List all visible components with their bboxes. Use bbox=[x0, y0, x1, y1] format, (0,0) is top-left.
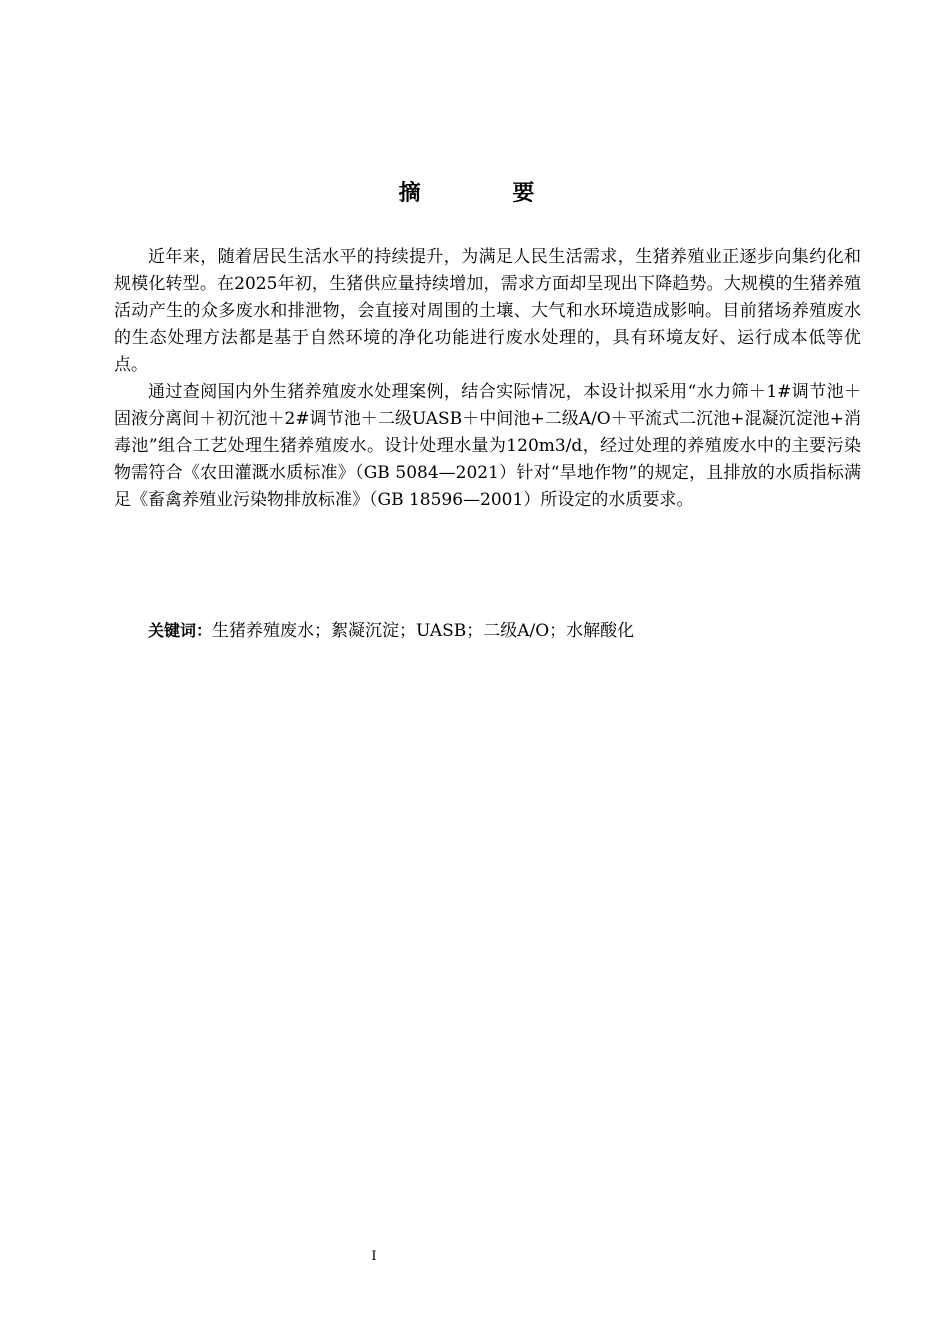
page-number: I bbox=[371, 1249, 377, 1264]
abstract-title: 摘 要 bbox=[398, 181, 577, 206]
keywords-label: 关键词： bbox=[148, 621, 213, 640]
keywords-text: 生猪养殖废水；絮凝沉淀；UASB；二级A/O；水解酸化 bbox=[212, 621, 635, 641]
abstract-paragraph-2: 通过查阅国内外生猪养殖废水处理案例，结合实际情况，本设计拟采用“水力筛＋1#调节池＋固液分离间＋初沉池＋2#调节池＋二级UASB＋中间池+二级A/O＋平流式二沉池+混凝沉淀池+消毒池”组合工艺处理生猪养殖废水。设计处理水量为120m3/d，经过处理的养殖废水中的主要污染物需符合《农田灌溉水质标准》（GB 5084—2021）针对“旱地作物”的规定，且排放的水质指标满足《畜禽养殖业污染物排放标准》（GB 18596—2001）所设定的水质要求。 bbox=[114, 382, 861, 510]
abstract-paragraph-1: 近年来，随着居民生活水平的持续提升，为满足人民生活需求，生猪养殖业正逐步向集约化和规模化转型。在2025年初，生猪供应量持续增加，需求方面却呈现出下降趋势。大规模的生猪养殖活动产生的众多废水和排泄物，会直接对周围的土壤、大气和水环境造成影响。目前猪场养殖废水的生态处理方法都是基于自然环境的净化功能进行废水处理的，具有环境友好、运行成本低等优点。 bbox=[114, 247, 861, 375]
keywords-line bbox=[148, 617, 861, 645]
abstract-body bbox=[114, 244, 861, 514]
